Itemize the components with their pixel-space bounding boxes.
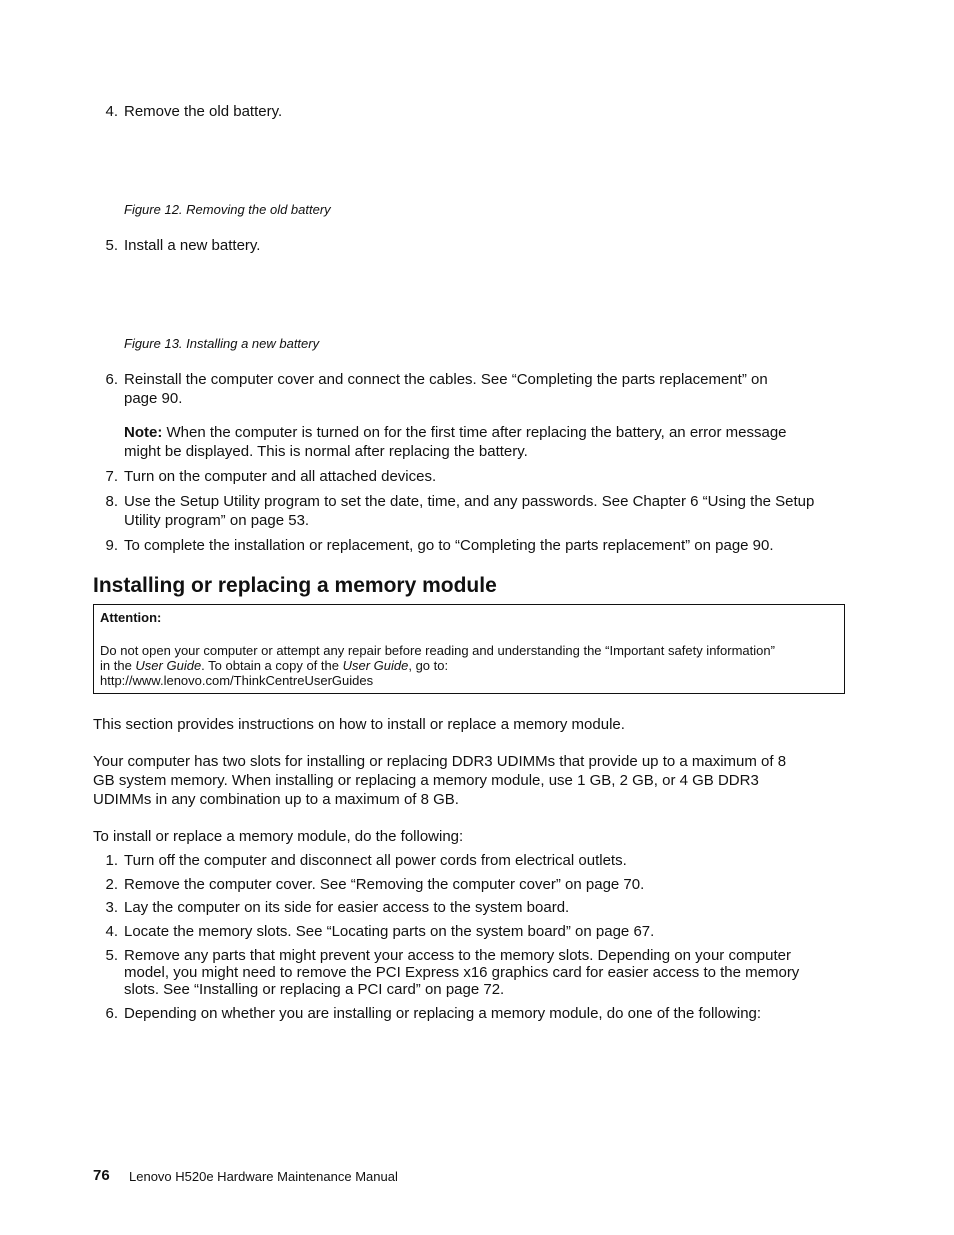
attention-text-part: , go to: — [408, 658, 449, 673]
lead-paragraph: To install or replace a memory module, do the following: — [93, 828, 464, 845]
attention-text-part: . To obtain a copy of the — [201, 658, 343, 673]
body-paragraph: GB system memory. When installing or replacing a memory module, use 1 GB, 2 GB, or 4 GB DDR3 — [93, 772, 759, 789]
note-label: Note: — [124, 424, 163, 441]
step-number: 2. — [105, 876, 118, 893]
note-text: might be displayed. This is normal after replacing the battery. — [124, 443, 528, 460]
user-guide-url[interactable]: http://www.lenovo.com/ThinkCentreUserGuides — [100, 673, 374, 688]
user-guide-ref: User Guide — [342, 658, 409, 673]
step-text: page 90. — [124, 390, 183, 407]
step-text: Use the Setup Utility program to set the date, time, and any passwords. See Chapter 6 “Using the Setup — [124, 493, 815, 510]
step-number: 7. — [105, 468, 118, 485]
step-number: 5. — [105, 947, 118, 964]
step-text: Turn on the computer and all attached devices. — [124, 468, 437, 485]
step-text: model, you might need to remove the PCI Express x16 graphics card for easier access to the memory — [124, 964, 800, 981]
step-text: Turn off the computer and disconnect all power cords from electrical outlets. — [124, 852, 627, 869]
step-number: 6. — [105, 1005, 118, 1022]
user-guide-ref: User Guide — [135, 658, 202, 673]
section-title: Installing or replacing a memory module — [93, 574, 497, 597]
step-text: Depending on whether you are installing or replacing a memory module, do one of the following: — [124, 1005, 762, 1022]
attention-text-part: in the — [100, 658, 136, 673]
step-number: 3. — [105, 899, 118, 916]
step-number: 9. — [105, 537, 118, 554]
step-number: 1. — [105, 852, 118, 869]
attention-label: Attention: — [100, 610, 162, 625]
attention-box — [93, 604, 845, 694]
step-text: Remove any parts that might prevent your access to the memory slots. Depending on your computer — [124, 947, 791, 964]
attention-text: Do not open your computer or attempt any repair before reading and understanding the “Important safety information” — [100, 643, 775, 658]
step-text: Remove the old battery. — [124, 103, 283, 120]
step-text: Install a new battery. — [124, 237, 261, 254]
body-paragraph: UDIMMs in any combination up to a maximum of 8 GB. — [93, 791, 459, 808]
step-number: 4. — [105, 923, 118, 940]
step-text: Lay the computer on its side for easier access to the system board. — [124, 899, 570, 916]
step-text: To complete the installation or replacement, go to “Completing the parts replacement” on page 90. — [124, 537, 774, 554]
step-number: 4. — [105, 103, 118, 120]
attention-text — [100, 658, 448, 673]
footer-title: Lenovo H520e Hardware Maintenance Manual — [129, 1169, 398, 1184]
note-text: When the computer is turned on for the first time after replacing the battery, an error message — [166, 424, 787, 441]
body-paragraph: Your computer has two slots for installing or replacing DDR3 UDIMMs that provide up to a maximum of 8 — [93, 753, 787, 770]
step-number: 5. — [105, 237, 118, 254]
step-text: Remove the computer cover. See “Removing the computer cover” on page 70. — [124, 876, 645, 893]
figure-caption: Figure 12. Removing the old battery — [124, 202, 331, 217]
step-text: Reinstall the computer cover and connect the cables. See “Completing the parts replacement” on — [124, 371, 768, 388]
page-number: 76 — [93, 1167, 110, 1184]
step-number: 8. — [105, 493, 118, 510]
step-text: Utility program” on page 53. — [124, 512, 310, 529]
intro-paragraph: This section provides instructions on how to install or replace a memory module. — [93, 716, 625, 733]
step-text: slots. See “Installing or replacing a PCI card” on page 72. — [124, 981, 505, 998]
step-number: 6. — [105, 371, 118, 388]
step-text: Locate the memory slots. See “Locating parts on the system board” on page 67. — [124, 923, 655, 940]
note-line — [124, 423, 787, 442]
figure-caption: Figure 13. Installing a new battery — [124, 336, 320, 351]
